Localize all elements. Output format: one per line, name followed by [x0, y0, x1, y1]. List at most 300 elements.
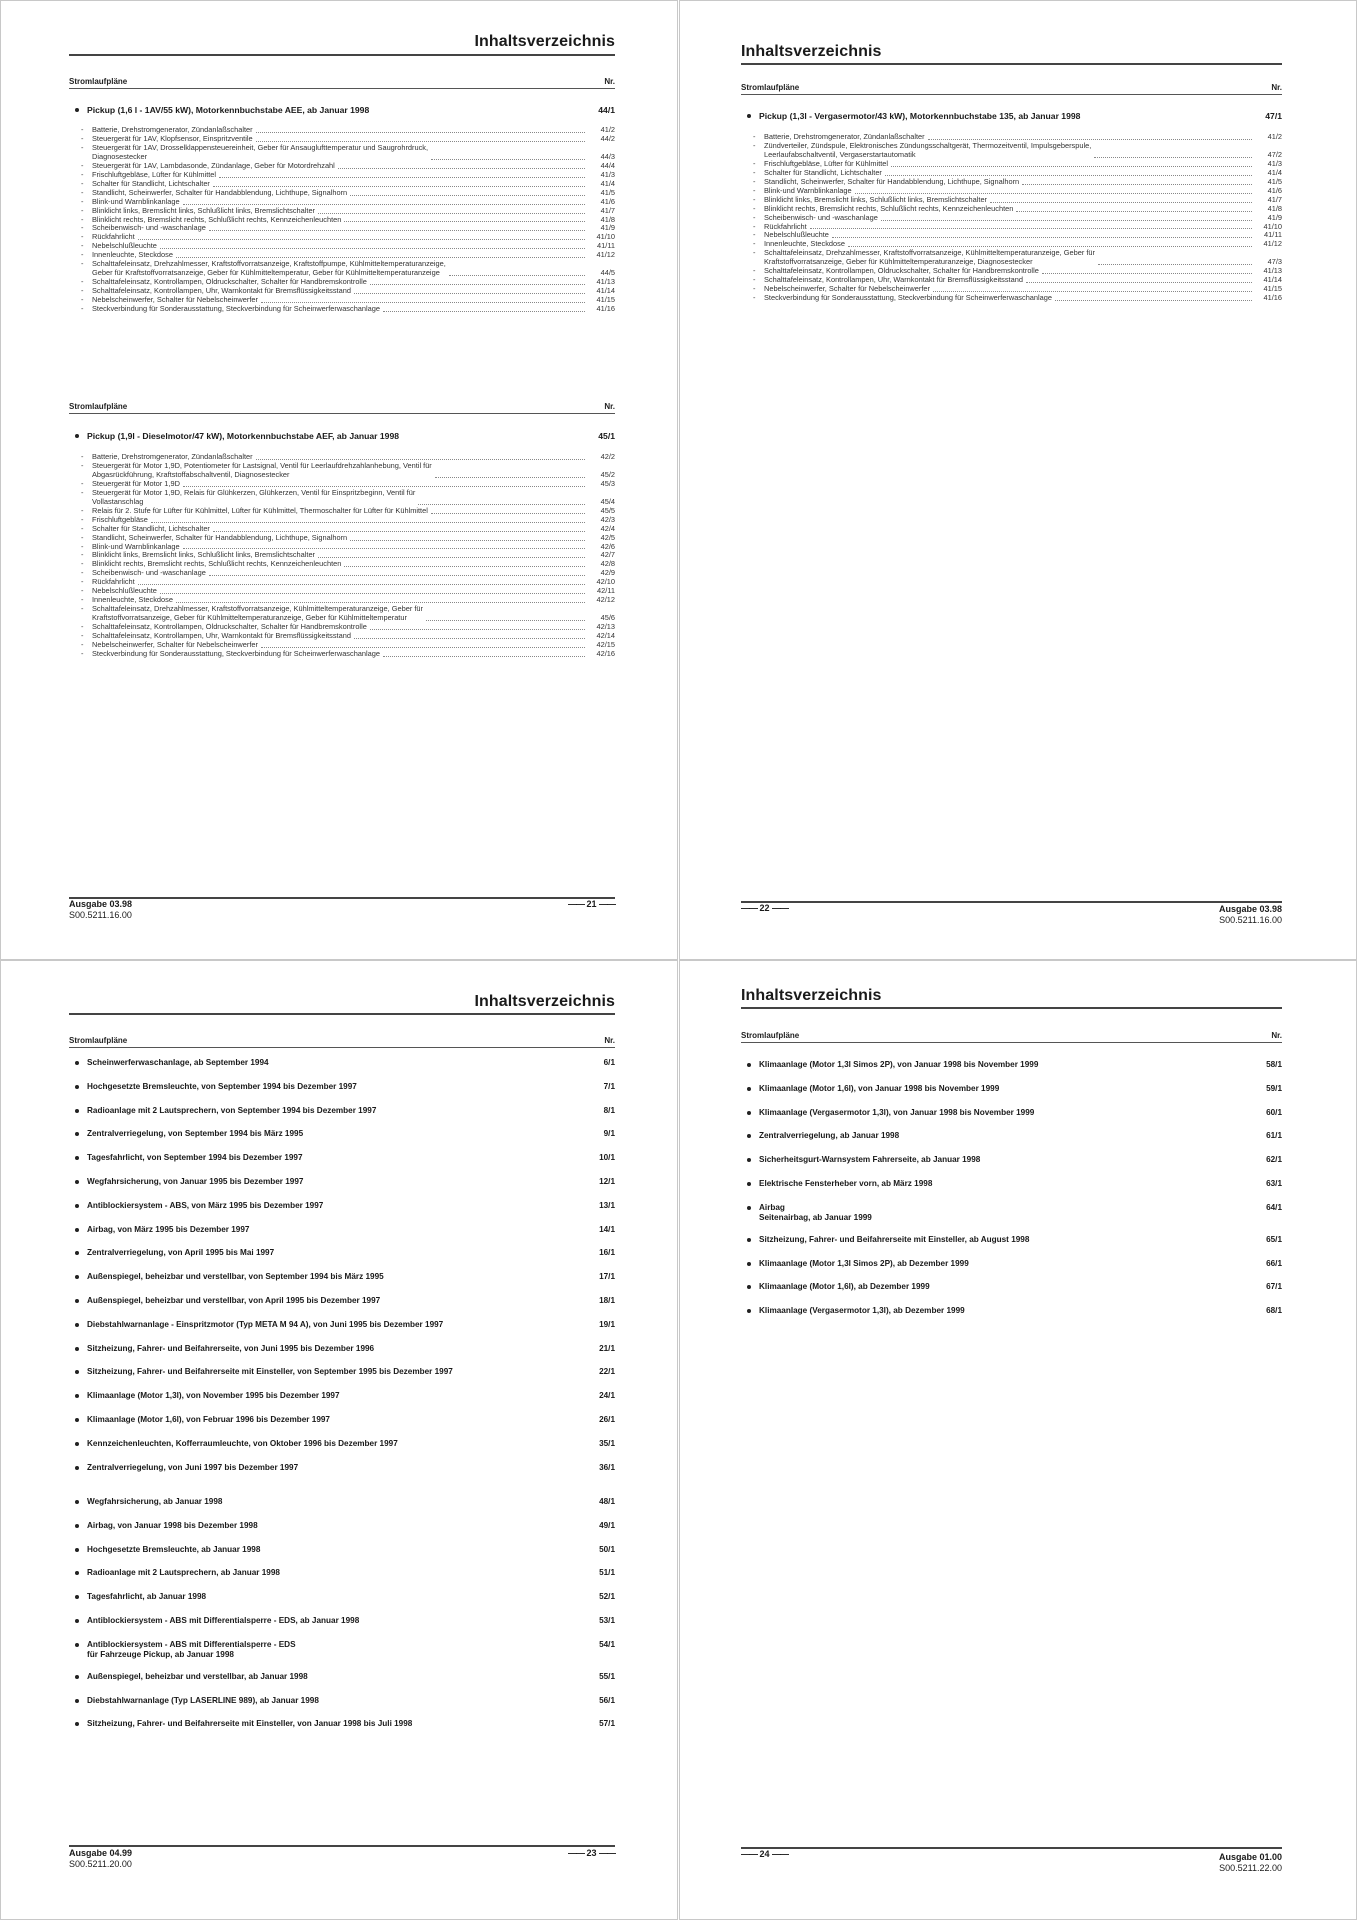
- dash-marker: -: [753, 158, 756, 168]
- toc-sub-item[interactable]: [69, 587, 615, 596]
- sub-item-label: Blinklicht links, Bremslicht links, Schlußlicht links, Bremslichtschalter: [92, 551, 316, 560]
- toc-entry[interactable]: [69, 1521, 615, 1545]
- toc-sub-item[interactable]: [741, 276, 1282, 285]
- dash-marker: -: [81, 622, 84, 632]
- dash-marker: -: [81, 223, 84, 233]
- sub-item-label: Batterie, Drehstromgenerator, Zündanlaßschalter: [92, 453, 253, 461]
- toc-sub-item[interactable]: [69, 596, 615, 605]
- dash-marker: -: [81, 214, 84, 224]
- toc-entry[interactable]: [741, 1235, 1282, 1259]
- dash-marker: -: [81, 133, 84, 143]
- bullet-icon: [75, 1722, 79, 1726]
- toc-sub-item[interactable]: [69, 233, 615, 242]
- entry-label: Pickup (1,9l - Dieselmotor/47 kW), Motorkennbuchstabe AEF, ab Januar 1998: [87, 431, 400, 441]
- header-rule: [69, 1013, 615, 1015]
- toc-sub-item[interactable]: [741, 267, 1282, 276]
- toc-sub-item[interactable]: [69, 462, 615, 480]
- entry-number: 9/1: [603, 1129, 615, 1139]
- sub-item-number: 45/2: [600, 469, 615, 479]
- section-label: Stromlaufpläne: [69, 1036, 128, 1045]
- sub-item-label: Innenleuchte, Steckdose: [764, 240, 845, 249]
- dash-marker: -: [81, 640, 84, 650]
- entry-label: Kennzeichenleuchten, Kofferraumleuchte, von Oktober 1996 bis Dezember 1997: [87, 1438, 398, 1448]
- entry-number: 54/1: [599, 1639, 615, 1649]
- bullet-icon: [75, 1524, 79, 1528]
- toc-sub-item[interactable]: [741, 142, 1282, 160]
- toc-entry[interactable]: [69, 1082, 615, 1106]
- bullet-icon: [75, 1442, 79, 1446]
- sub-item-number: 41/8: [1267, 203, 1282, 213]
- dash-marker: -: [753, 248, 756, 258]
- toc-entry[interactable]: [69, 1391, 615, 1415]
- sub-item-label: Blink-und Warnblinkanlage: [92, 197, 180, 206]
- toc-sub-item[interactable]: [69, 171, 615, 180]
- bullet-icon: [75, 1132, 79, 1136]
- toc-sub-item[interactable]: [69, 543, 615, 552]
- nr-label: Nr.: [604, 1036, 615, 1045]
- sub-item-number: 42/13: [596, 622, 615, 632]
- toc-sub-item[interactable]: [69, 207, 615, 216]
- toc-sub-item[interactable]: [69, 278, 615, 287]
- toc-entry[interactable]: [69, 1177, 615, 1201]
- sub-item-number: 42/10: [596, 577, 615, 587]
- sub-item-label: Blink-und Warnblinkanlage: [764, 186, 852, 195]
- sub-item-number: 41/8: [600, 214, 615, 224]
- toc-sub-item[interactable]: [741, 187, 1282, 196]
- entry-label: Sitzheizung, Fahrer- und Beifahrerseite mit Einsteller, ab August 1998: [759, 1234, 1030, 1244]
- leader-dots: [344, 221, 585, 222]
- toc-entry-list: [69, 1058, 615, 1486]
- dash-marker: -: [81, 232, 84, 242]
- toc-entry[interactable]: [741, 1179, 1282, 1203]
- toc-sub-item[interactable]: [69, 578, 615, 587]
- toc-sub-item[interactable]: [69, 162, 615, 171]
- sub-item-number: 42/6: [600, 541, 615, 551]
- toc-sub-item[interactable]: [69, 144, 615, 162]
- sub-item-label: Scheibenwisch- und -waschanlage: [764, 213, 878, 222]
- sub-item-label: Rückfahrlicht: [92, 578, 135, 587]
- bullet-icon: [747, 1111, 751, 1115]
- entry-number: 6/1: [603, 1058, 615, 1067]
- dash-marker: -: [753, 194, 756, 204]
- dash-marker: -: [753, 167, 756, 177]
- bullet-icon: [747, 1309, 751, 1313]
- sub-item-label: Batterie, Drehstromgenerator, Zündanlaßschalter: [764, 133, 925, 141]
- toc-entry[interactable]: [69, 1439, 615, 1463]
- entry-label: Klimaanlage (Motor 1,3l), von November 1995 bis Dezember 1997: [87, 1391, 340, 1401]
- toc-sub-item[interactable]: [741, 285, 1282, 294]
- bullet-icon: [75, 1595, 79, 1599]
- entry-label: Sitzheizung, Fahrer- und Beifahrerseite mit Einsteller, von Januar 1998 bis Juli 1998: [87, 1719, 413, 1729]
- toc-sub-item[interactable]: [741, 214, 1282, 223]
- entry-number: 67/1: [1266, 1282, 1282, 1292]
- entry-number: 53/1: [599, 1615, 615, 1625]
- sub-item-label: Innenleuchte, Steckdose: [92, 596, 173, 605]
- entry-label: Wegfahrsicherung, von Januar 1995 bis Dezember 1997: [87, 1176, 304, 1186]
- entry-number: 18/1: [599, 1295, 615, 1305]
- bullet-icon: [747, 1063, 751, 1067]
- toc-sub-item[interactable]: [69, 516, 615, 525]
- entry-number: 55/1: [599, 1671, 615, 1681]
- sub-item-number: 41/7: [600, 205, 615, 215]
- toc-entry[interactable]: [69, 1545, 615, 1569]
- bullet-icon: [75, 1275, 79, 1279]
- toc-entry[interactable]: [69, 1367, 615, 1391]
- sub-item-label: Schalttafeleinsatz, Drehzahlmesser, Kraftstoffvorratsanzeige, Kraftstoffpumpe, Kühlmitteltemperaturanzeige, Geber für Kraftstoffvorratsanzeige, Geber für Kühlmitteltemperatur, Geber für Kühlmitteltemperaturanzeige: [92, 260, 446, 278]
- footer-rule: [741, 901, 1282, 903]
- entry-label: Tagesfahrlicht, ab Januar 1998: [87, 1592, 207, 1602]
- toc-entry[interactable]: [69, 1225, 615, 1249]
- dash-marker: -: [81, 196, 84, 206]
- leader-dots: [344, 566, 585, 567]
- dash-marker: -: [81, 169, 84, 179]
- dash-marker: -: [81, 586, 84, 596]
- dash-marker: -: [753, 275, 756, 285]
- nr-label: Nr.: [1271, 83, 1282, 92]
- page-21: [0, 0, 678, 960]
- toc-sub-item[interactable]: [69, 632, 615, 641]
- toc-main-entry[interactable]: [69, 105, 615, 115]
- entry-number: 52/1: [599, 1592, 615, 1602]
- toc-entry[interactable]: [69, 1672, 615, 1696]
- bullet-icon: [75, 1675, 79, 1679]
- sub-item-list: [69, 453, 615, 659]
- toc-sub-item[interactable]: [741, 133, 1282, 142]
- page-number: —— 23 ——: [567, 1848, 615, 1858]
- section-header: [741, 83, 1282, 95]
- leader-dots: [213, 531, 585, 532]
- sub-item-number: 47/3: [1267, 257, 1282, 267]
- leader-dots: [383, 311, 585, 312]
- toc-sub-item[interactable]: [69, 198, 615, 207]
- dash-marker: -: [81, 295, 84, 305]
- sub-item-label: Schalttafeleinsatz, Kontrollampen, Öldruckschalter, Schalter für Handbremskontrolle: [92, 278, 367, 287]
- sub-item-number: 41/4: [1267, 167, 1282, 177]
- toc-main-entry[interactable]: [69, 431, 615, 441]
- toc-entry[interactable]: [69, 1296, 615, 1320]
- toc-entry[interactable]: [69, 1272, 615, 1296]
- entry-number: 61/1: [1266, 1131, 1282, 1141]
- toc-sub-item[interactable]: [69, 605, 615, 623]
- leader-dots: [435, 477, 585, 478]
- dash-marker: -: [753, 221, 756, 231]
- toc-entry[interactable]: [741, 1131, 1282, 1155]
- entry-label: Klimaanlage (Motor 1,6l), von Januar 1998 bis November 1999: [759, 1083, 1000, 1093]
- entry-label: Pickup (1,6 l - 1AV/55 kW), Motorkennbuchstabe AEE, ab Januar 1998: [87, 105, 370, 115]
- sub-item-label: Nebelscheinwerfer, Schalter für Nebelscheinwerfer: [92, 296, 258, 305]
- leader-dots: [176, 602, 585, 603]
- toc-entry[interactable]: [69, 1497, 615, 1521]
- sub-item-label: Steckverbindung für Sonderausstattung, Steckverbindung für Scheinwerferwaschanlage: [764, 294, 1052, 303]
- leader-dots: [350, 195, 585, 196]
- dash-marker: -: [753, 293, 756, 303]
- toc-sub-item[interactable]: [741, 294, 1282, 303]
- sub-item-number: 42/12: [596, 595, 615, 605]
- sub-item-label: Blinklicht links, Bremslicht links, Schlußlicht links, Bremslichtschalter: [92, 206, 316, 215]
- leader-dots: [1026, 282, 1252, 283]
- leader-dots: [1022, 184, 1252, 185]
- toc-sub-item[interactable]: [69, 507, 615, 516]
- sub-item-number: 41/3: [1267, 158, 1282, 168]
- leader-dots: [219, 177, 585, 178]
- sub-item-label: Standlicht, Scheinwerfer, Schalter für Handabblendung, Lichthupe, Signalhorn: [92, 188, 348, 197]
- toc-sub-item[interactable]: [69, 489, 615, 507]
- sub-item-number: 47/2: [1267, 149, 1282, 159]
- sub-item-number: 41/15: [1263, 284, 1282, 294]
- toc-entry[interactable]: [741, 1108, 1282, 1132]
- toc-sub-item[interactable]: [69, 551, 615, 560]
- toc-entry[interactable]: [69, 1058, 615, 1082]
- bullet-icon: [747, 114, 751, 118]
- entry-label: Airbag, von Januar 1998 bis Dezember 1998: [87, 1520, 258, 1530]
- dash-marker: -: [81, 648, 84, 658]
- entry-label: Elektrische Fensterheber vorn, ab März 1998: [759, 1178, 933, 1188]
- toc-sub-item[interactable]: [69, 216, 615, 225]
- leader-dots: [885, 175, 1252, 176]
- footer-code: S00.5211.16.00: [1219, 915, 1282, 925]
- dash-marker: -: [753, 230, 756, 240]
- bullet-icon: [75, 1228, 79, 1232]
- dash-marker: -: [753, 132, 756, 141]
- sub-item-number: 41/11: [597, 241, 615, 251]
- leader-dots: [183, 486, 585, 487]
- sub-item-label: Steuergerät für Motor 1,9D: [92, 479, 180, 488]
- sub-item-label: Steuergerät für Motor 1,9D, Relais für Glühkerzen, Glühkerzen, Ventil für Einspritzbeginn, Ventil für Vollastanschlag: [92, 488, 416, 506]
- sub-item-label: Relais für 2. Stufe für Lüfter für Kühlmittel, Lüfter für Kühlmittel, Thermoschalter für Lüfter für Kühlmittel: [92, 506, 428, 515]
- toc-sub-item[interactable]: [69, 623, 615, 632]
- leader-dots: [370, 284, 585, 285]
- toc-entry[interactable]: [741, 1259, 1282, 1283]
- toc-sub-item[interactable]: [69, 641, 615, 650]
- sub-item-number: 41/12: [1263, 239, 1282, 249]
- bullet-icon: [75, 434, 79, 438]
- toc-sub-item[interactable]: [741, 223, 1282, 232]
- leader-dots: [318, 213, 585, 214]
- entry-number: 22/1: [599, 1367, 615, 1377]
- entry-label: Sitzheizung, Fahrer- und Beifahrerseite mit Einsteller, von September 1995 bis Dezember 1997: [87, 1367, 453, 1377]
- dash-marker: -: [81, 505, 84, 515]
- entry-label: Diebstahlwarnanlage (Typ LASERLINE 989), ab Januar 1998: [87, 1695, 319, 1705]
- entry-label: Klimaanlage (Vergasermotor 1,3l), von Januar 1998 bis November 1999: [759, 1107, 1035, 1117]
- toc-sub-item[interactable]: [69, 260, 615, 278]
- dash-marker: -: [753, 176, 756, 186]
- footer-code: S00.5211.22.00: [1219, 1863, 1282, 1873]
- entry-label: Hochgesetzte Bremsleuchte, von September 1994 bis Dezember 1997: [87, 1081, 357, 1091]
- toc-sub-item[interactable]: [69, 126, 615, 135]
- sub-item-number: 41/6: [1267, 185, 1282, 195]
- toc-entry[interactable]: [69, 1344, 615, 1368]
- sub-item-label: Schalter für Standlicht, Lichtschalter: [92, 524, 210, 533]
- sub-item-number: 41/3: [600, 169, 615, 179]
- bullet-icon: [75, 1180, 79, 1184]
- entry-label: Zentralverriegelung, von September 1994 bis März 1995: [87, 1129, 304, 1139]
- toc-entry-list: [69, 1497, 615, 1743]
- toc-sub-item[interactable]: [741, 160, 1282, 169]
- entry-number: 16/1: [599, 1248, 615, 1258]
- nr-label: Nr.: [1271, 1031, 1282, 1040]
- entry-label: Airbag, von März 1995 bis Dezember 1997: [87, 1224, 250, 1234]
- dash-marker: -: [81, 523, 84, 533]
- section-header: [69, 1036, 615, 1048]
- entry-number: 56/1: [599, 1695, 615, 1705]
- sub-item-number: 41/15: [596, 295, 615, 305]
- leader-dots: [383, 656, 585, 657]
- sub-item-number: 42/7: [600, 550, 615, 560]
- toc-entry[interactable]: [741, 1060, 1282, 1084]
- leader-dots: [832, 237, 1252, 238]
- sub-item-label: Nebelschlußleuchte: [92, 587, 157, 596]
- sub-item-label: Steuergerät für 1AV, Klopfsensor, Einspritzventile: [92, 134, 253, 143]
- toc-sub-item[interactable]: [741, 205, 1282, 214]
- toc-sub-item[interactable]: [69, 287, 615, 296]
- toc-entry[interactable]: [741, 1155, 1282, 1179]
- leader-dots: [855, 193, 1252, 194]
- toc-entry[interactable]: [69, 1592, 615, 1616]
- footer-code: S00.5211.20.00: [69, 1859, 132, 1869]
- dash-marker: -: [81, 460, 84, 470]
- bullet-icon: [75, 1699, 79, 1703]
- toc-entry[interactable]: [69, 1616, 615, 1640]
- bullet-icon: [75, 1500, 79, 1504]
- toc-sub-item[interactable]: [69, 242, 615, 251]
- toc-sub-item[interactable]: [69, 305, 615, 314]
- sub-item-number: 41/14: [1263, 275, 1282, 285]
- bullet-icon: [75, 1156, 79, 1160]
- sub-item-label: Frischluftgebläse: [92, 515, 148, 524]
- leader-dots: [1098, 264, 1252, 265]
- toc-sub-item[interactable]: [69, 569, 615, 578]
- toc-sub-item[interactable]: [741, 196, 1282, 205]
- entry-label: Klimaanlage (Vergasermotor 1,3l), ab Dezember 1999: [759, 1306, 965, 1316]
- toc-sub-item[interactable]: [69, 453, 615, 462]
- sub-item-label: Rückfahrlicht: [764, 222, 807, 231]
- bullet-icon: [75, 1370, 79, 1374]
- nr-label: Nr.: [604, 402, 615, 411]
- toc-entry[interactable]: [69, 1415, 615, 1439]
- sub-item-label: Schalttafeleinsatz, Kontrollampen, Uhr, Warnkontakt für Bremsflüssigkeitsstand: [92, 287, 351, 296]
- entry-label: Diebstahlwarnanlage - Einspritzmotor (Typ META M 94 A), von Juni 1995 bis Dezember 1997: [87, 1319, 444, 1329]
- toc-sub-item[interactable]: [69, 135, 615, 144]
- sub-item-label: Blinklicht rechts, Bremslicht rechts, Schlußlicht rechts, Kennzeichenleuchten: [92, 215, 342, 224]
- toc-sub-item[interactable]: [69, 534, 615, 543]
- footer-edition: Ausgabe 01.00: [1218, 1852, 1282, 1862]
- bullet-icon: [747, 1087, 751, 1091]
- toc-entry[interactable]: [69, 1320, 615, 1344]
- entry-number: 19/1: [599, 1319, 615, 1329]
- entry-label: Zentralverriegelung, ab Januar 1998: [759, 1131, 900, 1141]
- entry-number: 44/1: [598, 105, 615, 115]
- dash-marker: -: [81, 205, 84, 215]
- section-label: Stromlaufpläne: [69, 77, 128, 86]
- toc-sub-item[interactable]: [69, 180, 615, 189]
- bullet-icon: [75, 1394, 79, 1398]
- toc-entry[interactable]: [69, 1248, 615, 1272]
- leader-dots: [354, 638, 585, 639]
- toc-sub-item[interactable]: [741, 249, 1282, 267]
- dash-marker: -: [81, 286, 84, 296]
- leader-dots: [418, 504, 585, 505]
- entry-number: 13/1: [599, 1200, 615, 1210]
- entry-number: 26/1: [599, 1414, 615, 1424]
- dash-marker: -: [81, 259, 84, 269]
- sub-item-number: 42/8: [600, 559, 615, 569]
- toc-entry[interactable]: [69, 1463, 615, 1487]
- bullet-icon: [747, 1134, 751, 1138]
- dash-marker: -: [81, 541, 84, 551]
- sub-item-label: Standlicht, Scheinwerfer, Schalter für Handabblendung, Lichthupe, Signalhorn: [764, 177, 1020, 186]
- toc-sub-item[interactable]: [69, 480, 615, 489]
- toc-entry[interactable]: [741, 1282, 1282, 1306]
- entry-number: 8/1: [603, 1105, 615, 1115]
- sub-item-label: Frischluftgebläse, Lüfter für Kühlmittel: [92, 170, 217, 179]
- toc-entry[interactable]: [741, 1203, 1282, 1235]
- bullet-icon: [747, 1238, 751, 1242]
- sub-item-number: 42/9: [600, 568, 615, 578]
- toc-entry[interactable]: [741, 1306, 1282, 1330]
- bullet-icon: [75, 1466, 79, 1470]
- toc-entry[interactable]: [69, 1640, 615, 1672]
- toc-sub-item[interactable]: [69, 525, 615, 534]
- entry-number: 65/1: [1266, 1234, 1282, 1244]
- toc-entry[interactable]: [69, 1568, 615, 1592]
- toc-entry[interactable]: [741, 1084, 1282, 1108]
- toc-sub-item[interactable]: [69, 650, 615, 659]
- dash-marker: -: [81, 595, 84, 605]
- entry-label: Klimaanlage (Motor 1,3l Simos 2P), ab Dezember 1999: [759, 1258, 969, 1268]
- sub-item-number: 41/6: [600, 196, 615, 206]
- toc-entry[interactable]: [69, 1153, 615, 1177]
- sub-item-number: 41/11: [1264, 230, 1282, 240]
- toc-sub-item[interactable]: [69, 224, 615, 233]
- toc-sub-item[interactable]: [741, 178, 1282, 187]
- dash-marker: -: [753, 266, 756, 276]
- toc-sub-item[interactable]: [741, 169, 1282, 178]
- footer-rule: [69, 897, 615, 899]
- toc-sub-item[interactable]: [69, 251, 615, 260]
- sub-item-label: Schalter für Standlicht, Lichtschalter: [764, 168, 882, 177]
- toc-sub-item[interactable]: [741, 231, 1282, 240]
- toc-main-entry[interactable]: [741, 111, 1282, 121]
- toc-entry[interactable]: [69, 1201, 615, 1225]
- leader-dots: [209, 230, 585, 231]
- dash-marker: -: [753, 203, 756, 213]
- toc-sub-item[interactable]: [69, 560, 615, 569]
- toc-entry[interactable]: [69, 1719, 615, 1743]
- entry-number: 48/1: [599, 1497, 615, 1506]
- nr-label: Nr.: [604, 77, 615, 86]
- leader-dots: [138, 584, 585, 585]
- footer-rule: [69, 1845, 615, 1847]
- toc-entry[interactable]: [69, 1129, 615, 1153]
- toc-sub-item[interactable]: [69, 189, 615, 198]
- entry-number: 14/1: [599, 1224, 615, 1234]
- leader-dots: [1042, 273, 1252, 274]
- entry-label: Scheinwerferwaschanlage, ab September 1994: [87, 1058, 269, 1067]
- leader-dots: [261, 647, 585, 648]
- bullet-icon: [75, 1061, 79, 1065]
- sub-item-number: 42/15: [596, 640, 615, 650]
- entry-number: 35/1: [599, 1438, 615, 1448]
- toc-entry[interactable]: [69, 1106, 615, 1130]
- leader-dots: [350, 540, 585, 541]
- toc-sub-item[interactable]: [741, 240, 1282, 249]
- toc-sub-item[interactable]: [69, 296, 615, 305]
- toc-entry[interactable]: [69, 1696, 615, 1720]
- sub-item-label: Blinklicht rechts, Bremslicht rechts, Schlußlicht rechts, Kennzeichenleuchten: [92, 560, 342, 569]
- sub-item-label: Standlicht, Scheinwerfer, Schalter für Handabblendung, Lichthupe, Signalhorn: [92, 533, 348, 542]
- leader-dots: [256, 132, 585, 133]
- sub-item-number: 44/2: [600, 133, 615, 143]
